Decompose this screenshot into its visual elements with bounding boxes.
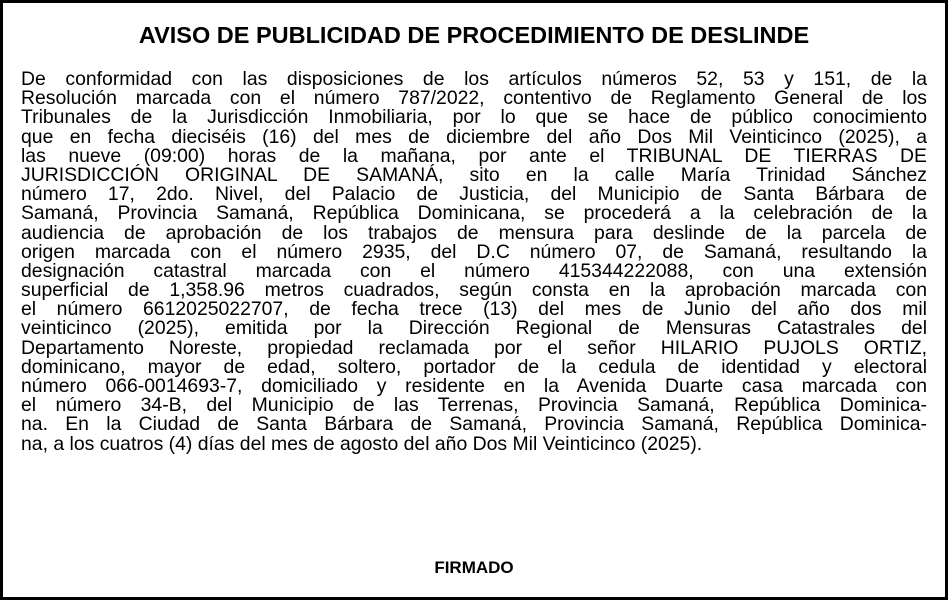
body-line: Departamento Noreste, propiedad reclamada por el señor HILARIO PUJOLS ORTIZ,: [21, 336, 927, 359]
body-line: el número 34-B, del Municipio de las Terrenas, Provincia Samaná, República Dominica-: [21, 394, 927, 417]
body-line: Resolución marcada con el número 787/2022, contentivo de Reglamento General de los: [21, 87, 927, 110]
body-line: designación catastral marcada con el número 415344222088, con una extensión: [21, 259, 927, 282]
body-line: que en fecha dieciséis (16) del mes de diciembre del año Dos Mil Veinticinco (2025), a: [21, 125, 927, 148]
body-line: origen marcada con el número 2935, del D.C número 07, de Samaná, resultando la: [21, 240, 927, 263]
body-line: el número 6612025022707, de fecha trece (13) del mes de Junio del año dos mil: [21, 298, 927, 321]
body-line: veinticinco (2025), emitida por la Dirección Regional de Mensuras Catastrales del: [21, 317, 927, 340]
body-line: Samaná, Provincia Samaná, República Dominicana, se procederá a la celebración de la: [21, 202, 927, 225]
notice-title: AVISO DE PUBLICIDAD DE PROCEDIMIENTO DE DESLINDE: [138, 22, 810, 48]
body-line: JURISDICCIÓN ORIGINAL DE SAMANÁ, sito en la calle María Trinidad Sánchez: [21, 163, 927, 186]
body-line: número 17, 2do. Nivel, del Palacio de Justicia, del Municipio de Santa Bárbara de: [21, 183, 927, 206]
body-line: De conformidad con las disposiciones de los artículos números 52, 53 y 151, de la: [21, 68, 927, 90]
body-line: número 066-0014693-7, domiciliado y residente en la Avenida Duarte casa marcada con: [21, 375, 927, 397]
body-line: audiencia de aprobación de los trabajos de mensura para deslinde de la parcela de: [21, 221, 927, 244]
body-line-last: na, a los cuatros (4) días del mes de agosto del año Dos Mil Veinticinco (2025).: [21, 432, 703, 455]
body-line: Tribunales de la Jurisdicción Inmobiliaria, por lo que se hace de público conocimiento: [21, 106, 927, 129]
notice-body: [21, 70, 927, 454]
signature-label: FIRMADO: [434, 558, 514, 577]
body-line: las nueve (09:00) horas de la mañana, por ante el TRIBUNAL DE TIERRAS DE: [21, 144, 927, 167]
body-line: dominicano, mayor de edad, soltero, portador de la cedula de identidad y electoral: [21, 355, 927, 378]
body-line: superficial de 1,358.96 metros cuadrados, según consta en la aprobación marcada con: [21, 279, 927, 302]
body-line: na. En la Ciudad de Santa Bárbara de Samaná, Provincia Samaná, República Dominica-: [21, 413, 927, 436]
